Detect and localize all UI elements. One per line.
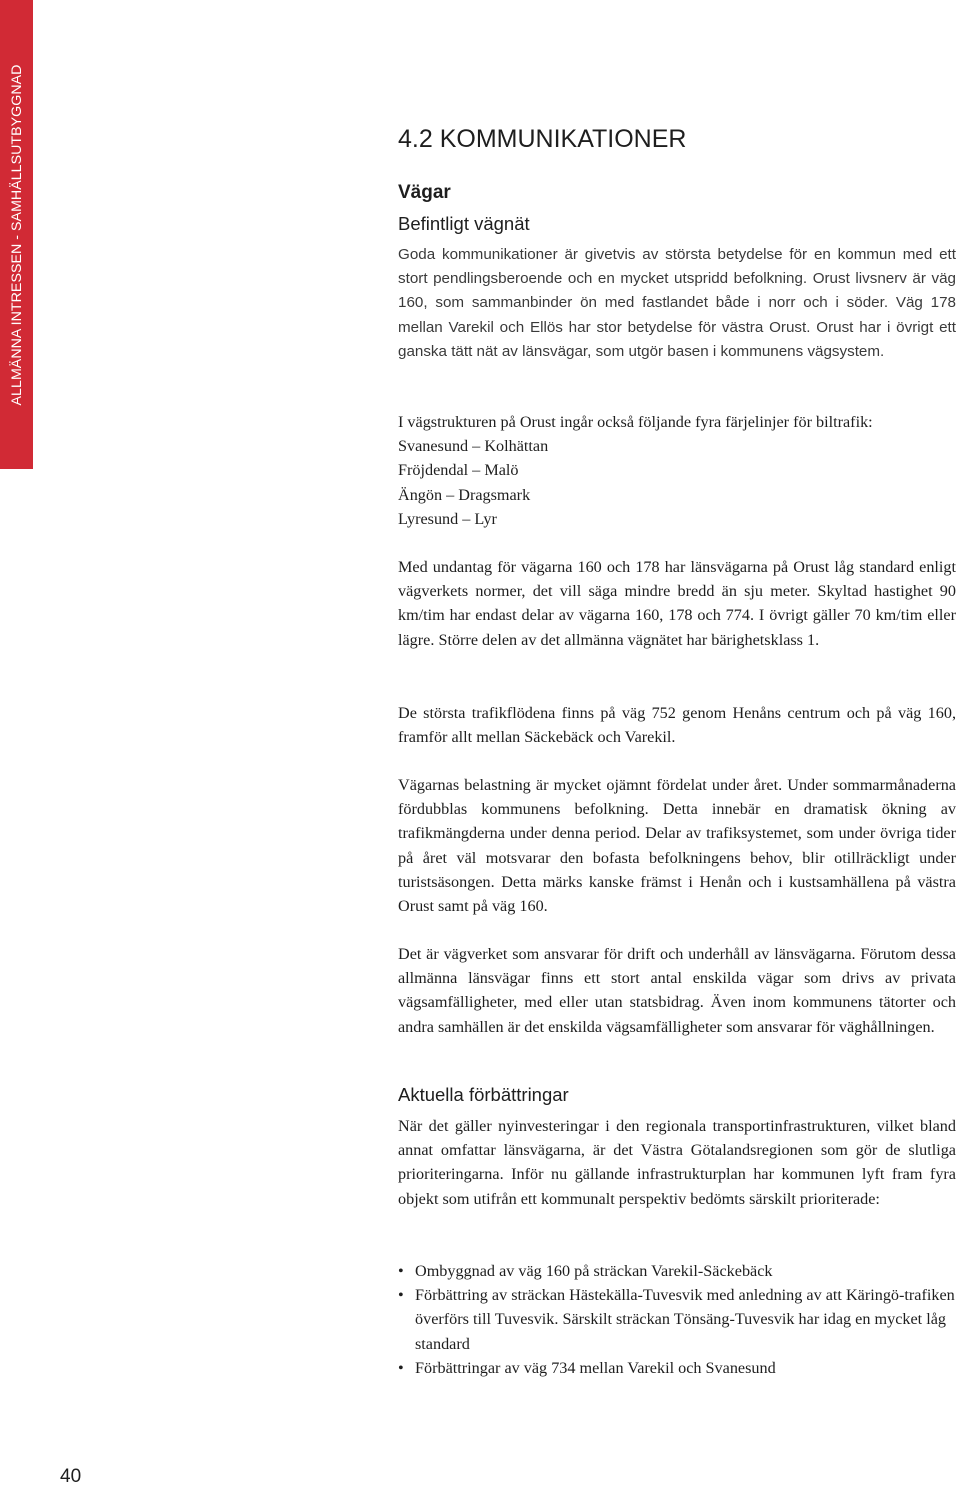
bullet-dot-icon: •	[398, 1262, 404, 1280]
list-item-text: Förbättring av sträckan Hästekälla-Tuvesvik med anledning av att Käringö-trafiken överförs till Tuvesvik. Särskilt sträckan Tönsäng-Tuvesvik har idag en mycket låg standard	[415, 1286, 955, 1353]
heading-vagar: Vägar	[398, 182, 451, 203]
ferry-line: Ängön – Dragsmark	[398, 485, 531, 504]
page-number: 40	[60, 1466, 82, 1487]
side-section-tab	[0, 0, 33, 469]
paragraph-trafikfloden: De största trafikflödena finns på väg 752 genom Henåns centrum och på väg 160, framför allt mellan Säckebäck och Varekil.	[398, 704, 956, 747]
paragraph-drift-underhall: Det är vägverket som ansvarar för drift och underhåll av länsvägarna. Förutom dessa allmänna länsvägar finns ett stort antal enskilda vägar som drivs av privata vägsamfälligheter, med eller utan statsbidrag. Även inom kommunens tätorter och andra samhällen är det enskilda vägsamfälligheter som ansvarar för väghållningen.	[398, 945, 956, 1036]
paragraph-belastning: Vägarnas belastning är mycket ojämnt fördelat under året. Under sommarmånaderna fördubblas kommunens befolkning. Detta innebär en dramatisk ökning av trafikmängderna under denna period. Delar av trafiksystemet, som under övriga tider på året väl motsvarar den bofasta befolkningens behov, blir otillräckligt under turistsäsongen. Detta märks kanske främst i Henån och i kustsamhällena på västra Orust samt på väg 160.	[398, 776, 956, 916]
bullet-dot-icon: •	[398, 1358, 404, 1377]
list-item	[398, 1283, 958, 1356]
side-section-tab-label: ALLMÄNNA INTRESSEN - SAMHÄLLSUTBYGGNAD	[8, 64, 25, 405]
prioritized-objects-list	[398, 1259, 958, 1380]
ferry-line: Fröjdendal – Malö	[398, 461, 519, 480]
list-item-text: Ombyggnad av väg 160 på sträckan Varekil-Säckebäck	[415, 1262, 773, 1280]
ferry-line: Svanesund – Kolhättan	[398, 437, 549, 456]
list-item	[398, 1259, 958, 1283]
paragraph-vagstandard: Med undantag för vägarna 160 och 178 har länsvägarna på Orust låg standard enligt vägverkets normer, det vill säga mindre bredd än sju meter. Skyltad hastighet 90 km/tim har endast delar av vägarna 160, 178 och 774. I övrigt gäller 70 km/tim eller lägre. Större delen av det allmänna vägnätet har bärighetsklass 1.	[398, 558, 956, 649]
bullet-dot-icon: •	[398, 1286, 404, 1305]
paragraph-kommunikationer-intro: Goda kommunikationer är givetvis av största betydelse för en kommun med ett stort pendlingsberoende och en mycket utspridd befolkning. Orust livsnerv är väg 160, som sammanbinder ön med fastlandet både i norr och i söder. Väg 178 mellan Varekil och Ellös har stor betydelse för västra Orust. Orust har i övrigt ett ganska tätt nät av länsvägar, som utgör basen i kommunens vägsystem.	[398, 246, 956, 360]
subheading-aktuella-forbattringar: Aktuella förbättringar	[398, 1084, 569, 1105]
list-item-text: Förbättringar av väg 734 mellan Varekil och Svanesund	[415, 1358, 776, 1377]
section-title: 4.2 KOMMUNIKATIONER	[398, 125, 687, 153]
ferry-line: Lyresund – Lyr	[398, 509, 497, 528]
ferry-lines-block	[398, 410, 958, 531]
paragraph-nyinvesteringar: När det gäller nyinvesteringar i den regionala transportinfrastrukturen, vilket bland annat omfattar länsvägarna, är det Västra Götalandsregionen som gör de slutliga prioriteringarna. Inför nu gällande infrastrukturplan har kommunen lyft fram fyra objekt som utifrån ett kommunalt perspektiv bedömts särskilt prioriterade:	[398, 1117, 956, 1208]
subheading-befintligt-vagnat: Befintligt vägnät	[398, 213, 530, 234]
ferry-lines-intro: I vägstrukturen på Orust ingår också följande fyra färjelinjer för biltrafik:	[398, 413, 873, 431]
list-item	[398, 1356, 958, 1380]
